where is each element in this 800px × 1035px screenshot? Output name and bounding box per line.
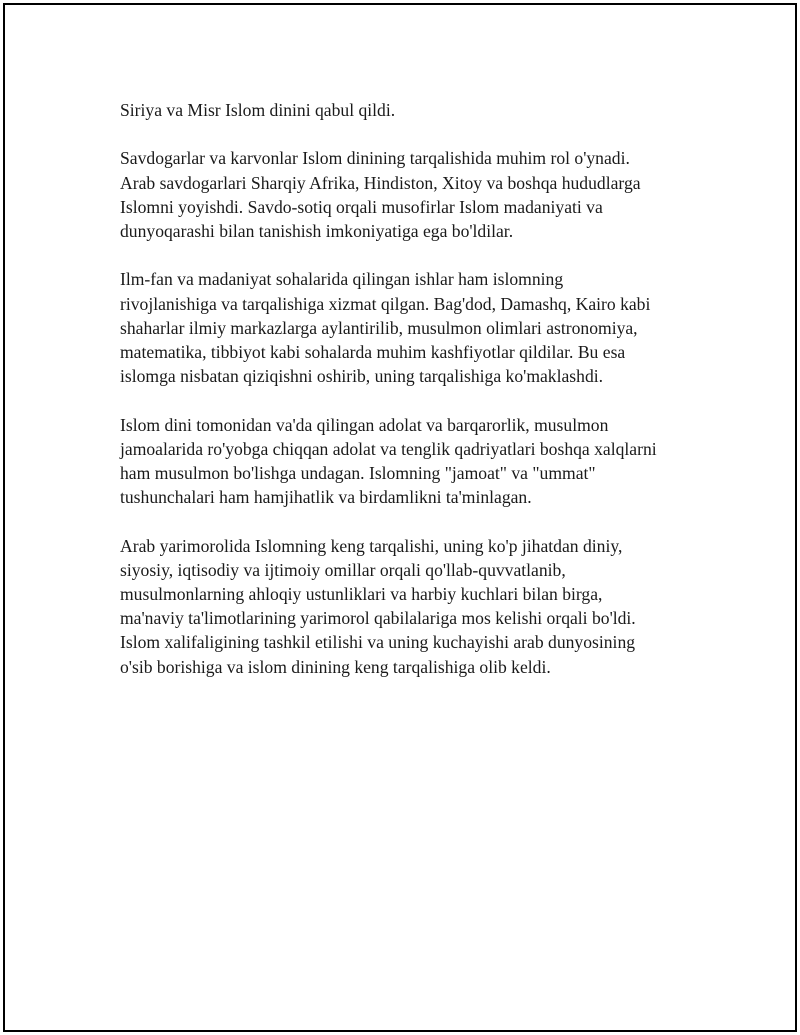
paragraph-5: Arab yarimorolida Islomning keng tarqalishi, uning ko'p jihatdan diniy, siyosiy, iqtisodiy va ijtimoiy omillar orqali qo'llab-quvvatlanib, musulmonlarning ahloqiy ustunliklari va harbiy kuchlari bilan birga, ma'naviy ta'limotlarining yarimorol qabilalariga mos kelishi orqali bo'ldi. Islom xalifaligining tashkil etilishi va uning kuchayishi arab dunyosining o'sib borishiga va islom dinining keng tarqalishiga olib keldi.: [120, 535, 636, 677]
document-page: [3, 3, 797, 1032]
paragraph-2: Savdogarlar va karvonlar Islom dinining tarqalishida muhim rol o'ynadi. Arab savdogarlari Sharqiy Afrika, Hindiston, Xitoy va boshqa hududlarga Islomni yoyishdi. Savdo-sotiq orqali musofirlar Islom madaniyati va dunyoqarashi bilan tanishish imkoniyatiga ega bo'ldilar.: [120, 148, 641, 241]
paragraph-3: Ilm-fan va madaniyat sohalarida qilingan ishlar ham islomning rivojlanishiga va tarqalishiga xizmat qilgan. Bag'dod, Damashq, Kairo kabi shaharlar ilmiy markazlarga aylantirilib, musulmon olimlari astronomiya, matematika, tibbiyot kabi sohalarda muhim kashfiyotlar qildilar. Bu esa islomga nisbatan qiziqishni oshirib, uning tarqalishiga ko'maklashdi.: [120, 269, 651, 387]
document-body: [120, 98, 710, 703]
paragraph-4: Islom dini tomonidan va'da qilingan adolat va barqarorlik, musulmon jamoalarida ro'yobga chiqqan adolat va tenglik qadriyatlari boshqa xalqlarni ham musulmon bo'lishga undagan. Islomning "jamoat" va "ummat" tushunchalari ham hamjihatlik va birdamlikni ta'minlagan.: [120, 414, 657, 508]
paragraph-1: Siriya va Misr Islom dinini qabul qildi.: [120, 100, 396, 120]
